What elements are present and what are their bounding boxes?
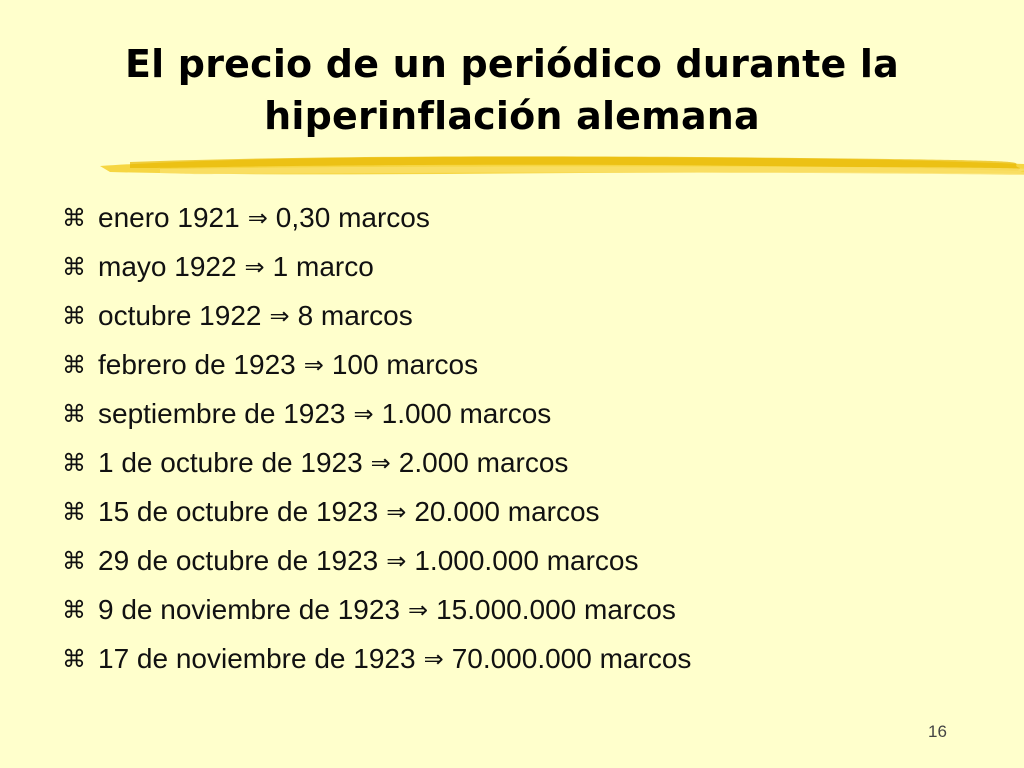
list-item <box>62 340 691 389</box>
item-price: 1.000.000 marcos <box>414 545 639 577</box>
bullet-icon: ⌘ <box>62 350 86 379</box>
item-price: 1.000 marcos <box>381 397 552 429</box>
bullet-icon: ⌘ <box>62 645 86 674</box>
bullet-icon: ⌘ <box>62 596 86 625</box>
item-price: 8 marcos <box>297 299 413 331</box>
bullet-icon: ⌘ <box>62 449 86 478</box>
arrow-icon: ⇒ <box>370 449 391 478</box>
item-date: septiembre de 1923 <box>98 397 346 429</box>
arrow-icon: ⇒ <box>247 203 268 232</box>
arrow-icon: ⇒ <box>423 645 444 674</box>
bullet-icon: ⌘ <box>62 547 86 576</box>
arrow-icon: ⇒ <box>408 596 429 625</box>
arrow-icon: ⇒ <box>386 498 407 527</box>
page-number: 16 <box>928 722 947 741</box>
item-date: 15 de octubre de 1923 <box>98 496 379 528</box>
item-date: octubre 1922 <box>98 299 262 331</box>
arrow-icon: ⇒ <box>269 301 290 330</box>
list-item <box>62 291 691 340</box>
list-item <box>62 586 691 635</box>
item-date: 29 de octubre de 1923 <box>98 545 379 577</box>
item-price: 20.000 marcos <box>414 496 600 528</box>
list-item <box>62 537 691 586</box>
item-price: 100 marcos <box>331 348 479 380</box>
bullet-icon: ⌘ <box>62 399 86 428</box>
item-price: 2.000 marcos <box>398 447 569 479</box>
item-date: 1 de octubre de 1923 <box>98 447 363 479</box>
list-item <box>62 635 691 684</box>
item-date: 17 de noviembre de 1923 <box>98 643 416 675</box>
arrow-icon: ⇒ <box>244 252 265 281</box>
list-item <box>62 488 691 537</box>
item-date: febrero de 1923 <box>98 348 296 380</box>
list-item <box>62 242 691 291</box>
arrow-icon: ⇒ <box>303 350 324 379</box>
item-price: 70.000.000 marcos <box>451 643 692 675</box>
arrow-icon: ⇒ <box>386 547 407 576</box>
bullet-icon: ⌘ <box>62 301 86 330</box>
item-date: mayo 1922 <box>98 250 237 282</box>
bullet-icon: ⌘ <box>62 498 86 527</box>
price-list <box>62 193 691 684</box>
list-item <box>62 193 691 242</box>
title-underline-brush-stroke <box>100 148 1024 184</box>
list-item <box>62 438 691 487</box>
slide-title: El precio de un periódico durante la hiperinflación alemana <box>124 42 899 138</box>
item-date: 9 de noviembre de 1923 <box>98 594 400 626</box>
list-item <box>62 389 691 438</box>
bullet-icon: ⌘ <box>62 252 86 281</box>
item-price: 1 marco <box>272 250 374 282</box>
item-price: 15.000.000 marcos <box>436 594 676 626</box>
bullet-icon: ⌘ <box>62 203 86 232</box>
item-date: enero 1921 <box>98 201 240 233</box>
arrow-icon: ⇒ <box>353 399 374 428</box>
item-price: 0,30 marcos <box>275 201 430 233</box>
